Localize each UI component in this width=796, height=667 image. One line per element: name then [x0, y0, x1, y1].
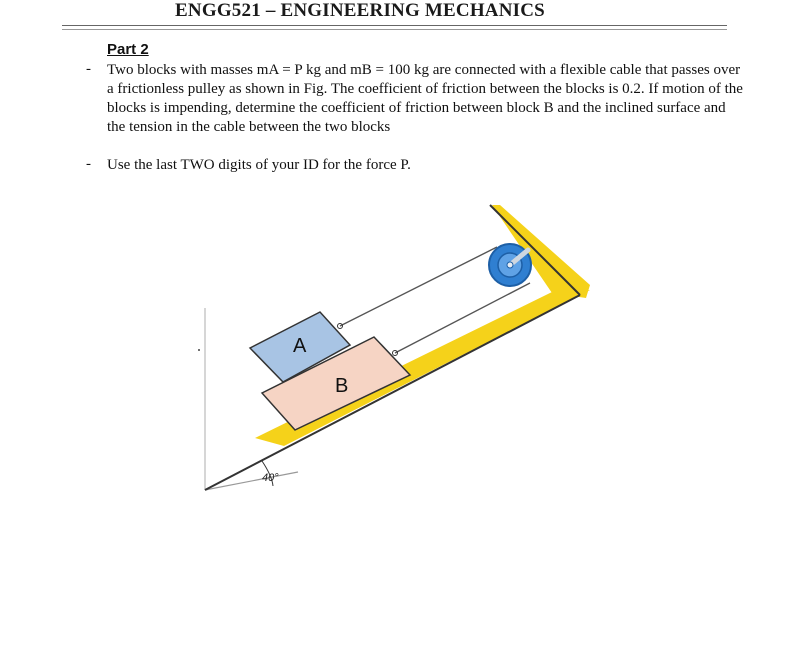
- bullet-marker: -: [86, 61, 91, 77]
- reference-dot: [198, 349, 200, 351]
- cable-a: [340, 247, 497, 326]
- horizontal-base-line: [205, 472, 298, 490]
- pulley-axle: [507, 262, 513, 268]
- block-a-label: A: [293, 335, 307, 357]
- instruction-note: Use the last TWO digits of your ID for the force P.: [107, 157, 411, 173]
- block-b-label: B: [335, 375, 349, 397]
- problem-statement: Two blocks with masses mA = P kg and mB = 100 kg are connected with a flexible cable that passes over a frictionless pulley as shown in Fig. The coefficient of friction between the blocks is 0.2. If motion of the blocks is impending, determine the coefficient of friction between block B and the inclined surface and the tension in the cable between the two blocks: [107, 62, 743, 135]
- section-title: Part 2: [107, 41, 149, 58]
- angle-label: 40°: [262, 472, 279, 484]
- bullet-marker: -: [86, 156, 91, 172]
- incline-surface: [205, 295, 580, 490]
- course-header: ENGG521 – ENGINEERING MECHANICS: [175, 0, 545, 21]
